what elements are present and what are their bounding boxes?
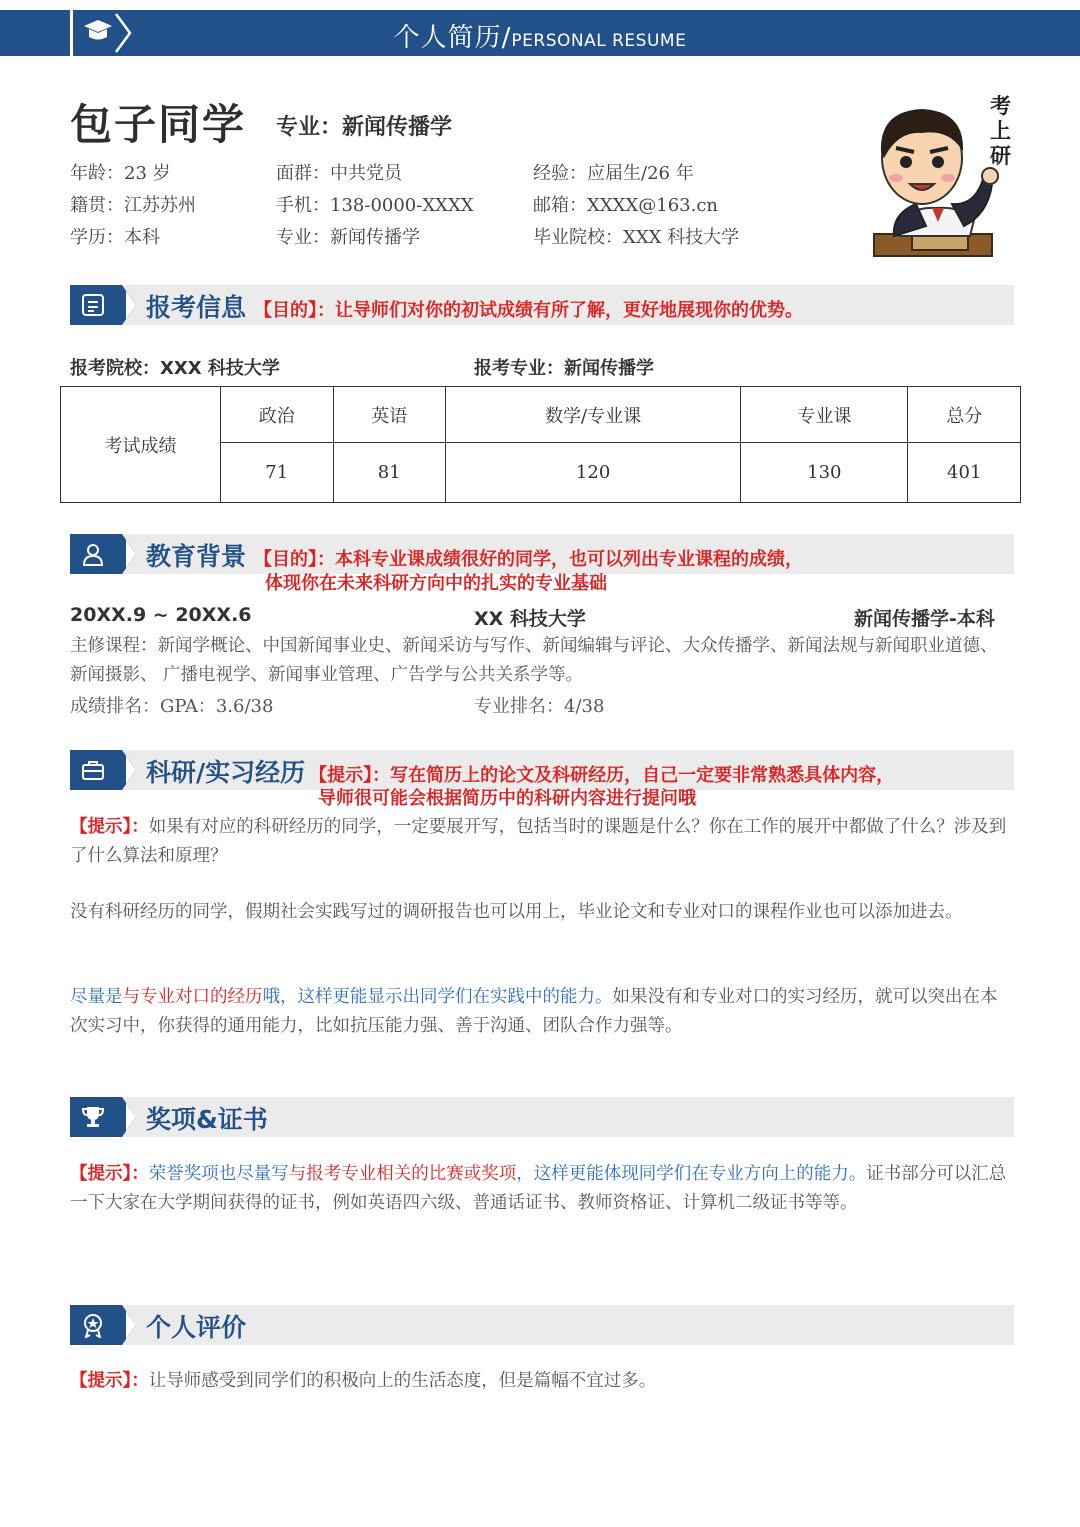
exam-tip: 【目的】：让导师们对你的初试成绩有所了解，更好地展现你的优势。 <box>254 300 804 321</box>
section-title: 报考信息 <box>146 293 247 322</box>
score-header: 总分 <box>908 387 1021 443</box>
section-exam-header <box>70 285 1014 325</box>
section-title: 科研/实习经历 <box>146 758 306 787</box>
section-title: 个人评价 <box>146 1313 247 1342</box>
phone: 手机：138-0000-XXXX <box>276 195 474 216</box>
section-education-header <box>70 534 1014 574</box>
person-icon <box>80 541 106 567</box>
experience: 经验：应届生/26 年 <box>533 163 694 184</box>
section-awards-header <box>70 1097 1014 1137</box>
research-tip: 【提示】：写在简历上的论文及科研经历，自己一定要非常熟悉具体内容， <box>309 765 895 786</box>
score-value: 120 <box>446 443 741 503</box>
major-heading: 专业：新闻传播学 <box>276 115 453 140</box>
resume-title: 个人简历/PERSONAL RESUME <box>393 23 687 53</box>
briefcase-icon <box>80 757 106 783</box>
evaluation-paragraph: 【提示】：让导师感受到同学们的积极向上的生活态度，但是篇幅不宜过多。 <box>70 1371 657 1391</box>
clipboard-icon <box>80 292 106 318</box>
edu-rank: 专业排名：4/38 <box>474 696 605 717</box>
origin: 籍贯：江苏苏州 <box>70 195 196 216</box>
section-title: 奖项&证书 <box>146 1105 268 1134</box>
email: 邮箱：XXXX@163.cn <box>533 195 719 216</box>
graduate-school: 毕业院校：XXX 科技大学 <box>533 227 740 248</box>
edu-school: XX 科技大学 <box>474 608 586 630</box>
edu-period: 20XX.9 ~ 20XX.6 <box>70 604 252 626</box>
score-header: 专业课 <box>741 387 908 443</box>
score-value: 401 <box>908 443 1021 503</box>
badge-text: 考上研 <box>990 94 1011 168</box>
medal-icon <box>80 1312 106 1338</box>
score-row-label: 考试成绩 <box>61 387 221 503</box>
edu-courses: 主修课程：新闻学概论、中国新闻事业史、新闻采访与写作、新闻编辑与评论、大众传播学、新闻法规与新闻职业道德、新闻摄影、 广播电视学、新闻事业管理、广告学与公共关系学等。 <box>70 636 998 685</box>
section-evaluation-header <box>70 1305 1014 1345</box>
edu-tip-line2: 体现你在未来科研方向中的扎实的专业基础 <box>265 573 607 594</box>
score-table <box>60 386 1021 503</box>
score-value: 71 <box>221 443 334 503</box>
age: 年龄：23 岁 <box>70 163 171 184</box>
major-info: 专业：新闻传播学 <box>276 227 420 248</box>
score-value: 81 <box>333 443 446 503</box>
target-school: 报考院校：XXX 科技大学 <box>70 358 280 379</box>
candidate-name: 包子同学 <box>70 100 247 149</box>
target-major: 报考专业：新闻传播学 <box>474 358 654 379</box>
score-header: 数学/专业课 <box>446 387 741 443</box>
edu-degree: 新闻传播学-本科 <box>854 608 995 630</box>
research-paragraph-1: 【提示】：如果有对应的科研经历的同学，一定要展开写，包括当时的课题是什么？你在工作的展开中都做了什么？涉及到了什么算法和原理？ <box>70 817 1007 866</box>
trophy-icon <box>80 1104 106 1130</box>
score-value: 130 <box>741 443 908 503</box>
research-paragraph-2: 没有科研经历的同学，假期社会实践写过的调研报告也可以用上，毕业论文和专业对口的课程作业也可以添加进去。 <box>70 902 963 922</box>
score-header: 政治 <box>221 387 334 443</box>
awards-paragraph: 【提示】：荣誉奖项也尽量写与报考专业相关的比赛或奖项，这样更能体现同学们在专业方向上的能力。证书部分可以汇总一下大家在大学期间获得的证书，例如英语四六级、普通话证书、教师资格证、计算机二级证书等等。 <box>70 1164 1007 1213</box>
section-title: 教育背景 <box>146 542 247 571</box>
edu-gpa: 成绩排名：GPA：3.6/38 <box>70 696 274 717</box>
politics: 面群：中共党员 <box>276 163 402 184</box>
score-header: 英语 <box>333 387 446 443</box>
research-paragraph-3: 尽量是与专业对口的经历哦，这样更能显示出同学们在实践中的能力。如果没有和专业对口的实习经历，就可以突出在本次实习中，你获得的通用能力，比如抗压能力强、善于沟通、团队合作力强等。 <box>70 987 998 1036</box>
education-level: 学历：本科 <box>70 227 160 248</box>
edu-tip: 【目的】：本科专业课成绩很好的同学，也可以列出专业课程的成绩， <box>254 549 804 570</box>
top-banner <box>0 10 1080 56</box>
research-tip-line2: 导师很可能会根据简历中的科研内容进行提问哦 <box>318 788 696 809</box>
